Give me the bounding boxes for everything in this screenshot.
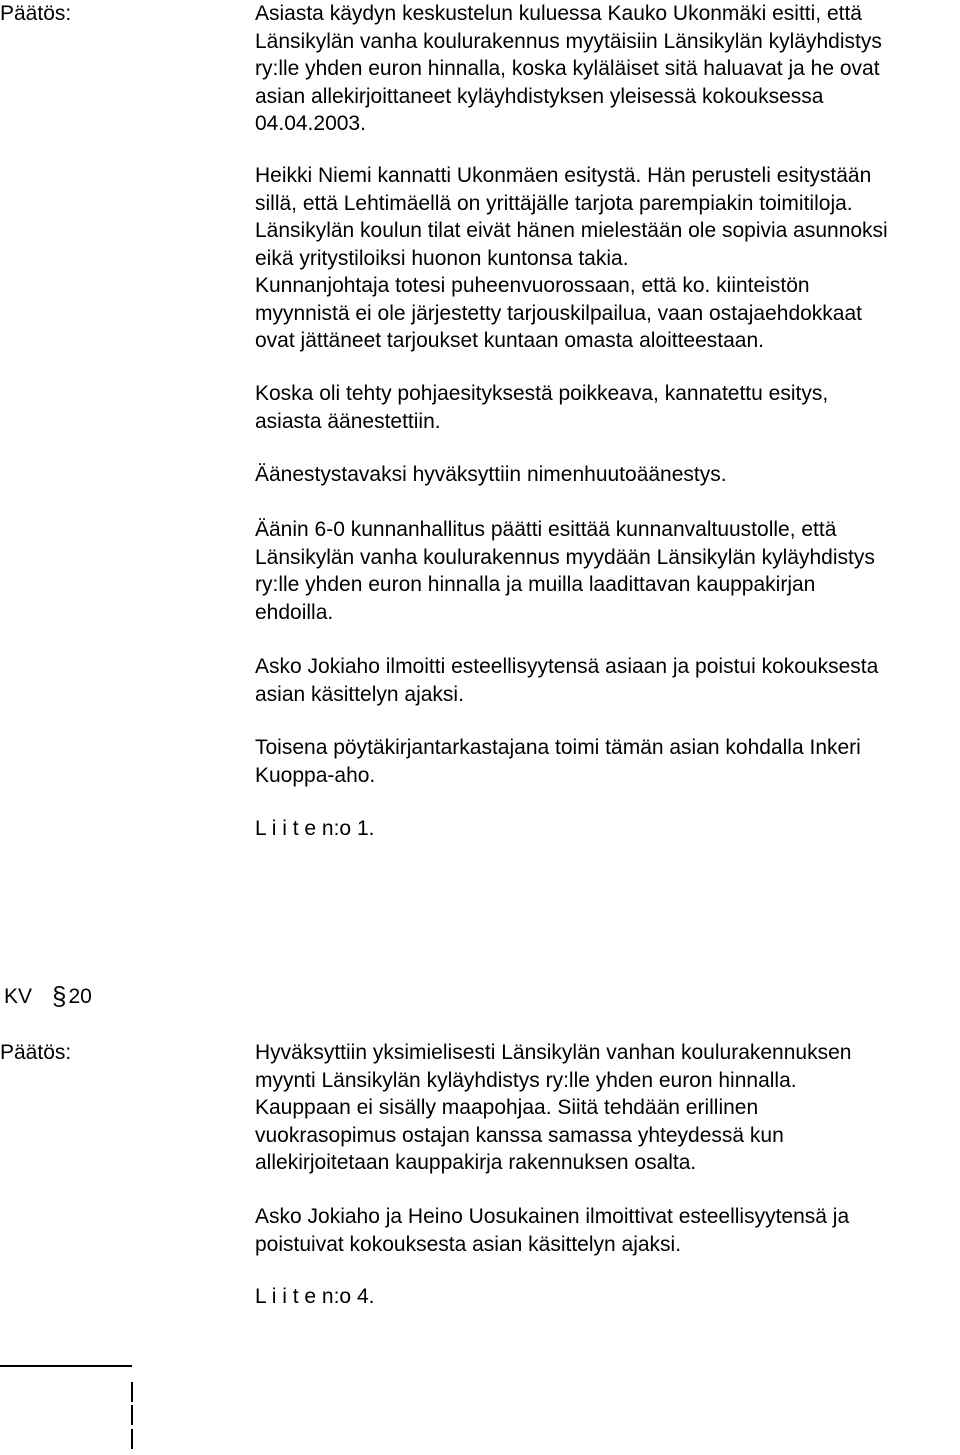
paragraph [255,0,960,138]
text-line: ehdoilla. [255,600,334,624]
text-line: Länsikylän vanha koulurakennus myytäisiin Länsikylän kyläyhdistys [255,29,882,53]
text-line: Heikki Niemi kannatti Ukonmäen esitystä. Hän perusteli esitystään [255,164,872,187]
text-line: L i i t e n:o 1. [255,817,375,840]
text-line: Toisena pöytäkirjantarkastajana toimi tämän asian kohdalla Inkeri [255,736,861,759]
paragraph [255,162,960,355]
paragraph [255,461,960,489]
paragraph [255,516,960,626]
text-line: allekirjoitetaan kauppakirja rakennuksen osalta. [255,1151,697,1174]
text-line: 04.04.2003. [255,112,366,135]
text-line: poistuivat kokouksesta asian käsittelyn ajaksi. [255,1232,682,1256]
footer-rule [0,1365,132,1367]
paragraph [255,653,960,708]
decision-label-2: Päätös: [0,1041,72,1064]
paragraph [255,1039,960,1177]
paragraph [255,1203,960,1258]
text-line: asian käsittelyn ajaksi. [255,682,464,706]
text-line: Kauppaan ei sisälly maapohjaa. Siitä tehdään erillinen [255,1096,759,1119]
text-line: ovat jättäneet tarjoukset kuntaan omasta aloitteestaan. [255,329,764,352]
text-line: asian allekirjoittaneet kyläyhdistyksen yleisessä kokouksessa [255,84,824,108]
text-line: Länsikylän vanha koulurakennus myydään Länsikylän kyläyhdistys [255,545,875,569]
kv-prefix: KV [4,985,33,1008]
text-line: myynnistä ei ole järjestetty tarjouskilpailua, vaan ostajaehdokkaat [255,301,863,325]
text-line: Koska oli tehty pohjaesityksestä poikkeava, kannatettu esitys, [255,382,829,405]
text-line: Asko Jokiaho ja Heino Uosukainen ilmoittivat esteellisyytensä ja [255,1205,850,1228]
text-line: ry:lle yhden euron hinnalla ja muilla laadittavan kauppakirjan [255,573,816,596]
kv-number: 20 [68,985,92,1008]
text-line: L i i t e n:o 4. [255,1285,375,1308]
text-line: Asko Jokiaho ilmoitti esteellisyytensä asiaan ja poistui kokouksesta [255,655,879,678]
paragraph [255,380,960,435]
text-line: ry:lle yhden euron hinnalla, koska kyläläiset sitä haluavat ja he ovat [255,57,880,80]
text-line: Länsikylän koulun tilat eivät hänen mielestään ole sopivia asunnoksi [255,219,888,242]
section-heading-kv [4,983,92,1011]
text-line: Äänestystavaksi hyväksyttiin nimenhuutoäänestys. [255,463,727,486]
decision-label: Päätös: [0,2,72,25]
paragraph [255,734,960,789]
text-line: Äänin 6-0 kunnanhallitus päätti esittää kunnanvaltuustolle, että [255,518,837,541]
margin-bar [131,1429,133,1449]
text-line: sillä, että Lehtimäellä on yrittäjälle tarjota parempiakin toimitiloja. [255,191,853,215]
text-line: myynti Länsikylän kyläyhdistys ry:lle yhden euron hinnalla. [255,1068,797,1092]
margin-bar [131,1405,133,1425]
text-line: Kunnanjohtaja totesi puheenvuorossaan, että ko. kiinteistön [255,274,810,297]
text-line: Asiasta käydyn keskustelun kuluessa Kauko Ukonmäki esitti, että [255,2,862,25]
paragraph [255,1283,960,1311]
paragraph [255,815,960,843]
text-line: eikä yritystiloiksi huonon kuntonsa takia. [255,246,629,270]
text-line: vuokrasopimus ostajan kanssa samassa yhteydessä kun [255,1123,784,1147]
text-line: asiasta äänestettiin. [255,409,441,433]
margin-bar [131,1382,133,1402]
section-sign-icon: § [52,981,67,1011]
text-line: Kuoppa-aho. [255,763,376,787]
text-line: Hyväksyttiin yksimielisesti Länsikylän vanhan koulurakennuksen [255,1041,852,1064]
